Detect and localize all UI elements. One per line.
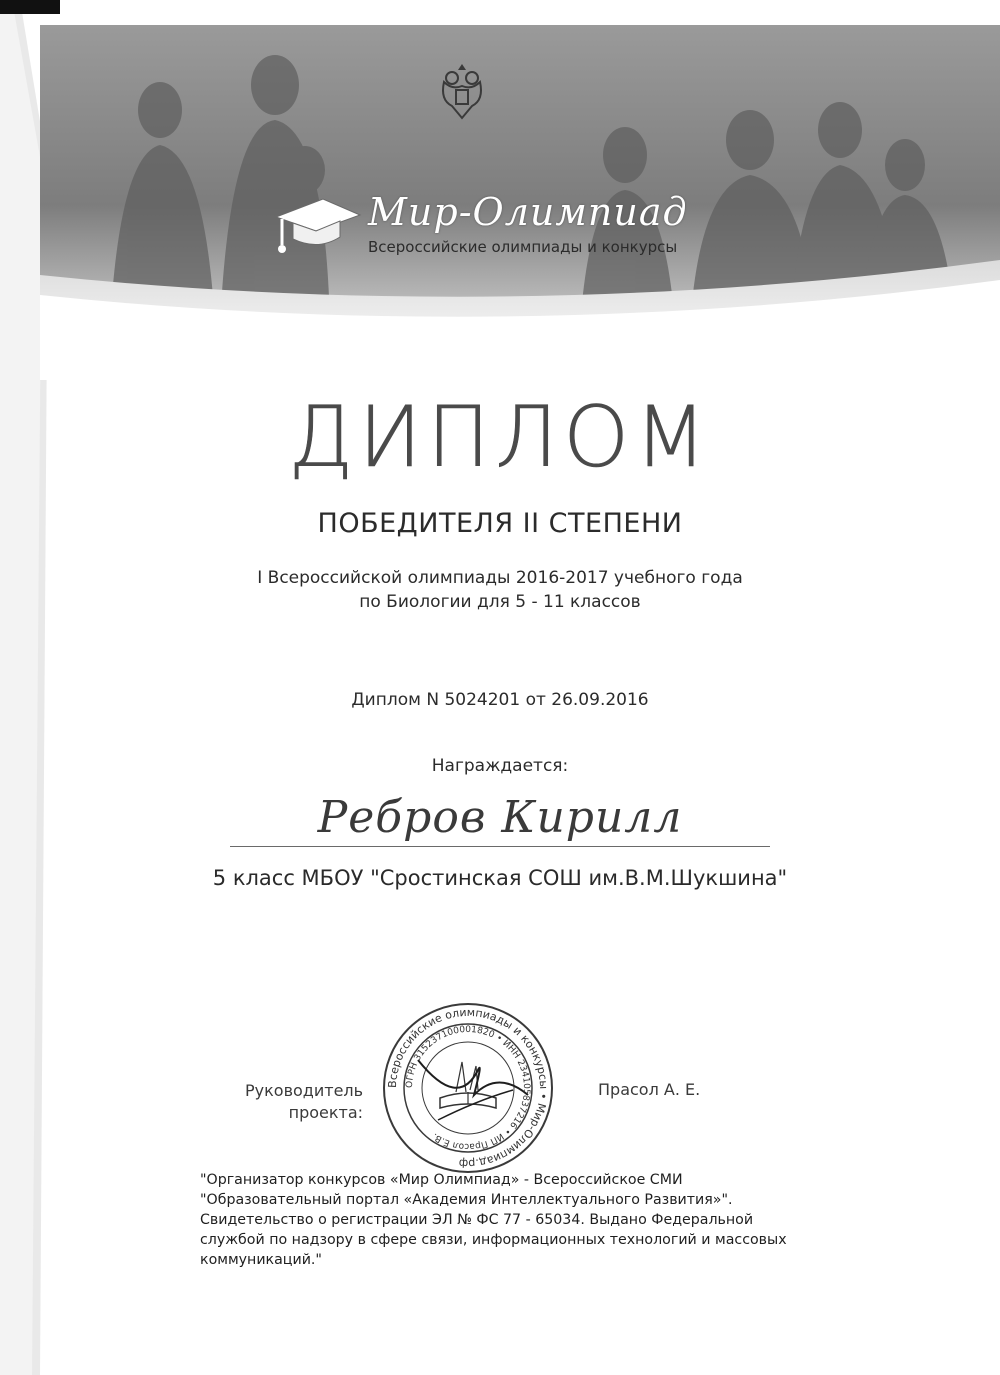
name-underline (230, 846, 770, 847)
signature-label-line-2: проекта: (288, 1103, 364, 1122)
logo (268, 190, 708, 270)
stamp-outer-text: Всероссийские олимпиады и конкурсы • Мир-Олимпиад.рф (385, 1005, 551, 1171)
olympiad-line-2: по Биологии для 5 - 11 классов (359, 592, 641, 612)
signature-label-line-1: Руководитель (245, 1081, 364, 1100)
recipient-school: 5 класс МБОУ "Сростинская СОШ им.В.М.Шукшина" (212, 866, 788, 890)
diploma-subtitle: ПОБЕДИТЕЛЯ II СТЕПЕНИ (317, 508, 683, 539)
signature-label (245, 1080, 363, 1124)
signer-name: Прасол А. Е. (598, 1080, 701, 1099)
diploma-title: ДИПЛОМ (288, 388, 712, 486)
logo-title: Мир-Олимпиад (368, 190, 688, 234)
handwritten-signature-stroke (418, 1060, 528, 1120)
stamp-inner-text: ОГРН 315237100001820 • ИНН 234105837216 • ИП Прасол Е.В. (404, 1024, 532, 1152)
round-stamp-seal (378, 1000, 558, 1175)
recipient-name: Ребров Кирилл (317, 792, 683, 843)
logo-subtitle: Всероссийские олимпиады и конкурсы (368, 238, 678, 256)
olympiad-line-1: I Всероссийской олимпиады 2016-2017 учебного года (257, 568, 743, 588)
graduation-cap-icon (268, 195, 363, 260)
coat-of-arms-icon (438, 60, 486, 122)
footer-legal-text: "Организатор конкурсов «Мир Олимпиад» - Всероссийское СМИ "Образовательный портал «Академия Интеллектуального Развития»". Свидетельство о регистрации ЭЛ № ФС 77 - 65034. Выдано Федеральной службой по надзору в сфере связи, информационных технологий и массовых коммуникаций." (200, 1172, 787, 1268)
awarded-label: Награждается: (431, 756, 569, 776)
svg-text:ОГРН 315237100001820 • ИНН 234 (405, 1025, 531, 1151)
diploma-number: Диплом N 5024201 от 26.09.2016 (351, 690, 649, 710)
